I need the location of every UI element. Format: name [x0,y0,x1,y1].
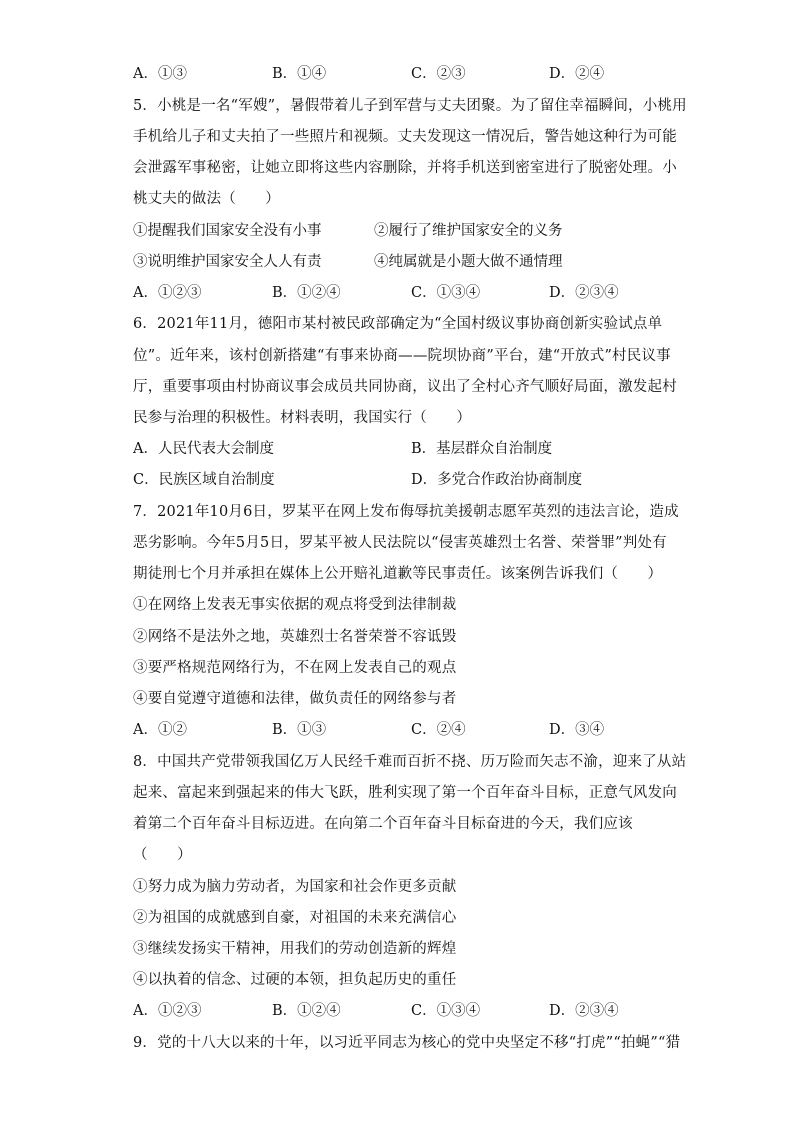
q5-option-c: C．①③④ [411,285,481,301]
q5-statement-3: ③说明维护国家安全人人有责 [133,254,322,270]
q7-option-d: D．③④ [549,722,605,738]
q7-option-b: B．①③ [272,722,327,738]
q8-option-a: A．①②③ [133,1003,202,1019]
q8-stem-line: 着第二个百年奋斗目标迈进。在向第二个百年奋斗目标奋进的今天，我们应该 [133,816,633,832]
q4-options [133,64,663,84]
q6-options-row [133,470,663,490]
q5-statement-1: ①提醒我们国家安全没有小事 [133,223,322,239]
q5-statements-row [133,221,663,241]
q7-option-a: A．①② [133,722,187,738]
q5-stem-line: 桃丈夫的做法（ ） [133,191,280,207]
q5-statements-row [133,252,663,272]
q6-stem-line: 位”。近年来，该村创新搭建“有事来协商——院坝协商”平台，建“开放式”村民议事 [133,348,671,364]
q8-options [133,1001,663,1021]
q6-option-d: D．多党合作政治协商制度 [411,472,583,488]
q8-stem-line: 起来、富起来到强起来的伟大飞跃，胜利实现了第一个百年奋斗目标，正意气风发向 [133,785,677,801]
q5-option-d: D．②③④ [549,285,619,301]
q8-statement: ③继续发扬实干精神，用我们的劳动创造新的辉煌 [133,941,457,957]
q6-stem-line: 厅，重要事项由村协商议事会成员共同协商，议出了全村心齐气顺好局面，激发起村 [133,379,677,395]
q7-statement: ④要自觉遵守道德和法律，做负责任的网络参与者 [133,691,457,707]
q7-stem-line: 7．2021年10月6日，罗某平在网上发布侮辱抗美援朝志愿军英烈的违法言论，造成 [133,504,679,520]
q8-option-c: C．①③④ [411,1003,481,1019]
q4-option-a: A．①③ [133,66,187,82]
q6-options-row [133,439,663,459]
q6-stem-line: 民参与治理的积极性。材料表明，我国实行（ ） [133,410,472,426]
q6-option-b: B．基层群众自治制度 [411,441,553,457]
q6-option-c: C．民族区域自治制度 [133,472,275,488]
q7-statement: ①在网络上发表无事实依据的观点将受到法律制裁 [133,597,457,613]
q4-option-b: B．①④ [272,66,327,82]
q5-statement-2: ②履行了维护国家安全的义务 [374,223,563,239]
q6-stem-line: 6．2021年11月，德阳市某村被民政部确定为“全国村级议事协商创新实验试点单 [133,316,663,332]
q6-option-a: A．人民代表大会制度 [133,441,274,457]
q8-option-d: D．②③④ [549,1003,619,1019]
q8-stem-line: 8．中国共产党带领我国亿万人民经千难而百折不挠、历万险而矢志不渝，迎来了从站 [133,754,687,770]
q7-option-c: C．②④ [411,722,466,738]
q5-option-b: B．①②④ [272,285,341,301]
q7-statement: ②网络不是法外之地，英雄烈士名誉荣誉不容诋毁 [133,629,457,645]
q8-statement: ①努力成为脑力劳动者，为国家和社会作更多贡献 [133,879,457,895]
q9-stem-line: 9．党的十八大以来的十年，以习近平同志为核心的党中央坚定不移“打虎”“拍蝇”“猎 [133,1035,681,1051]
q8-statement: ④以执着的信念、过硬的本领，担负起历史的重任 [133,972,457,988]
q5-statement-4: ④纯属就是小题大做不通情理 [374,254,563,270]
q8-option-b: B．①②④ [272,1003,341,1019]
q4-option-c: C．②③ [411,66,466,82]
q5-options [133,283,663,303]
q5-stem-line: 5．小桃是一名“军嫂”，暑假带着儿子到军营与丈夫团聚。为了留住幸福瞬间，小桃用 [133,98,687,114]
q7-options [133,720,663,740]
q8-statement: ②为祖国的成就感到自豪，对祖国的未来充满信心 [133,910,457,926]
q5-stem-line: 会泄露军事秘密，让她立即将这些内容删除，并将手机送到密室进行了脱密处理。小 [133,160,677,176]
q8-stem-line: （ ） [133,847,192,863]
q7-stem-line: 期徒刑七个月并承担在媒体上公开赔礼道歉等民事责任。该案例告诉我们（ ） [133,566,663,582]
q7-statement: ③要严格规范网络行为，不在网上发表自己的观点 [133,660,457,676]
q4-option-d: D．②④ [549,66,605,82]
q7-stem-line: 恶劣影响。今年5月5日，罗某平被人民法院以“侵害英雄烈士名誉、荣誉罪”判处有 [133,535,667,551]
q5-stem-line: 手机给儿子和丈夫拍了一些照片和视频。丈夫发现这一情况后，警告她这种行为可能 [133,129,677,145]
q5-option-a: A．①②③ [133,285,202,301]
